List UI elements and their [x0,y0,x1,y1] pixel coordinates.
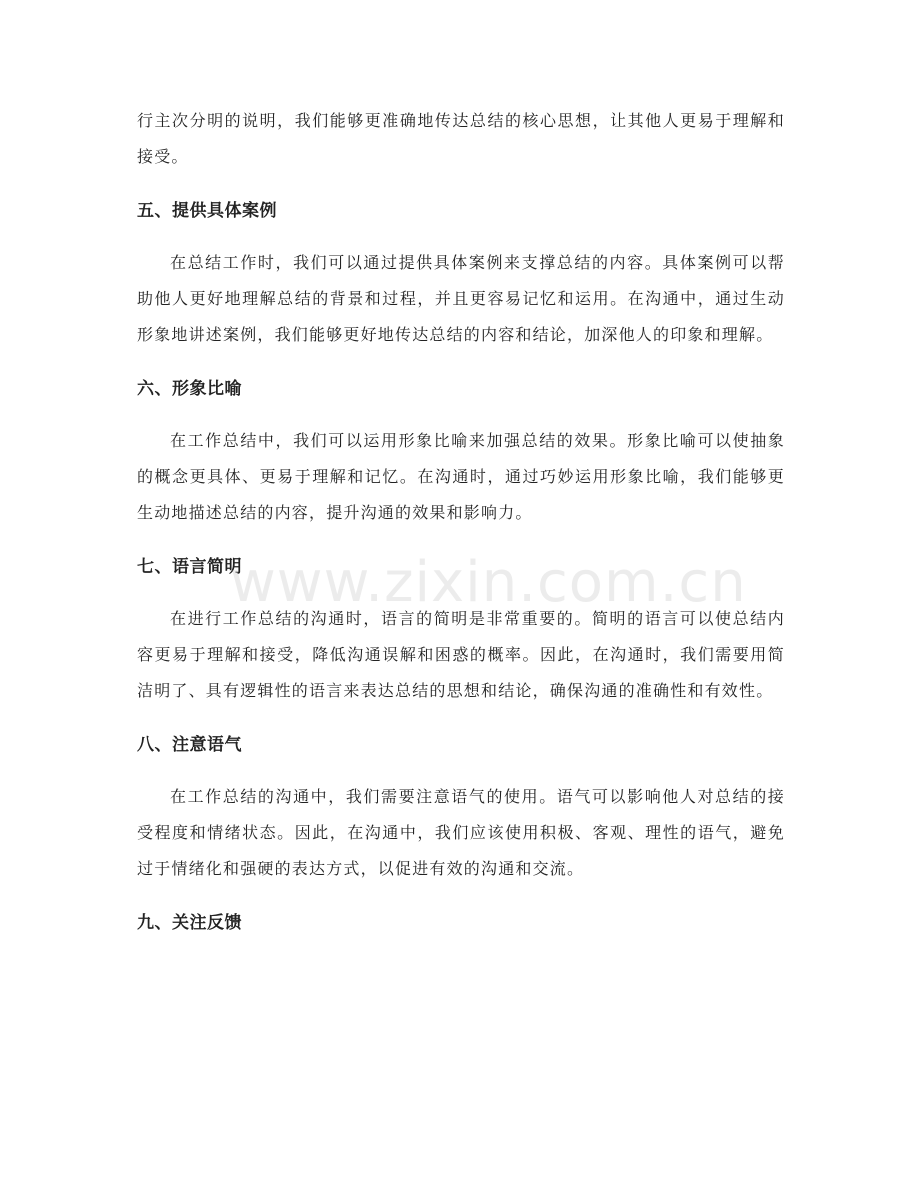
paragraph-section-6: 在工作总结中，我们可以运用形象比喻来加强总结的效果。形象比喻可以使抽象的概念更具体、更易于理解和记忆。在沟通时，通过巧妙运用形象比喻，我们能够更生动地描述总结的内容，提升沟通的效果和影响力。 [137,431,785,522]
paragraph-section-7: 在进行工作总结的沟通时，语言的简明是非常重要的。简明的语言可以使总结内容更易于理解和接受，降低沟通误解和困惑的概率。因此，在沟通时，我们需要用简洁明了、具有逻辑性的语言来表达总结的思想和结论，确保沟通的准确性和有效性。 [137,609,785,700]
watermark: www.zixin.com.cn [230,550,747,615]
section-heading-6: 六、形象比喻 [137,379,242,399]
section-heading-8: 八、注意语气 [137,735,242,755]
paragraph-intro-continued: 行主次分明的说明，我们能够更准确地传达总结的核心思想，让其他人更易于理解和接受。 [137,111,785,166]
document-body [137,103,785,941]
paragraph-section-5: 在总结工作时，我们可以通过提供具体案例来支撑总结的内容。具体案例可以帮助他人更好地理解总结的背景和过程，并且更容易记忆和运用。在沟通中，通过生动形象地讲述案例，我们能够更好地传达总结的内容和结论，加深他人的印象和理解。 [137,253,785,344]
section-heading-7: 七、语言简明 [137,557,242,577]
section-heading-5: 五、提供具体案例 [137,201,277,221]
section-heading-9: 九、关注反馈 [137,913,242,933]
paragraph-section-8: 在工作总结的沟通中，我们需要注意语气的使用。语气可以影响他人对总结的接受程度和情绪状态。因此，在沟通中，我们应该使用积极、客观、理性的语气，避免过于情绪化和强硬的表达方式，以促进有效的沟通和交流。 [137,787,785,878]
